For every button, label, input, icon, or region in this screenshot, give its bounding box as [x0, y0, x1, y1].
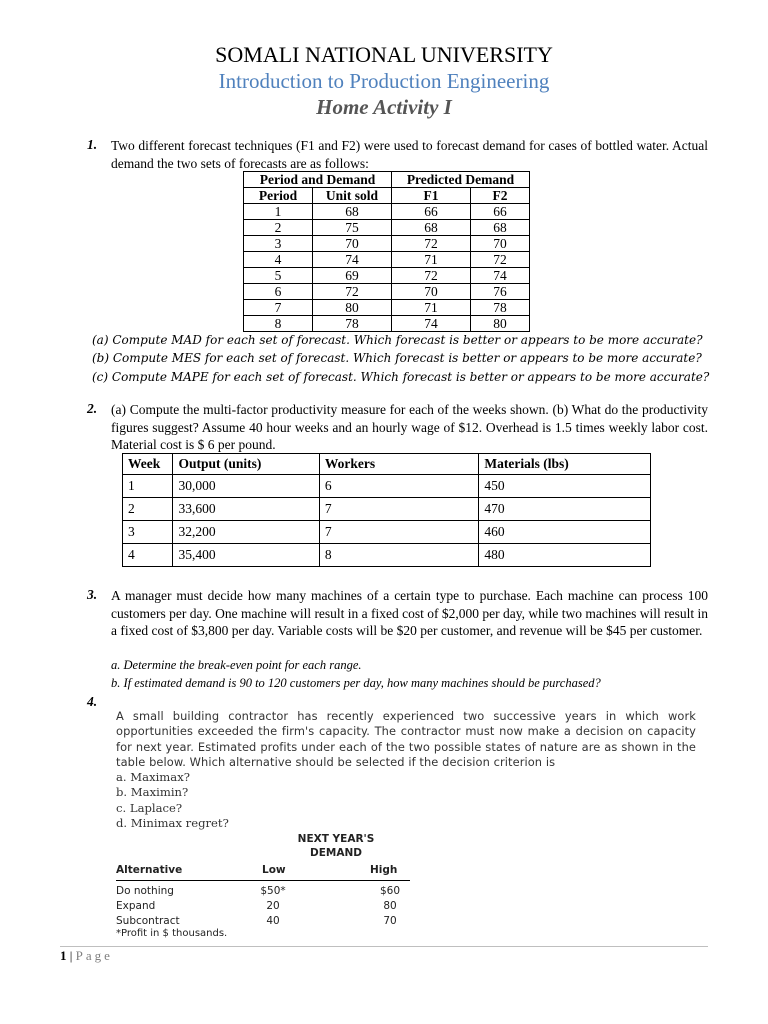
cell: 72: [313, 284, 392, 300]
col-header-alternative: Alternative: [116, 864, 183, 876]
cell: 78: [313, 316, 392, 332]
cell: 2: [244, 220, 313, 236]
q3-text: A manager must decide how many machines of a certain type to purchase. Each machine can process 100 customers per day. One machine will result in a fixed cost of $2,000 per day, while two machines will result in a fixed cost of $3,800 per day. Variable costs will be $20 per customer, and revenue will be $45 per customer.: [111, 588, 708, 638]
table-row: [123, 521, 651, 544]
demand-header: [281, 832, 391, 860]
cell: 71: [392, 300, 471, 316]
table-row: [123, 475, 651, 498]
page-footer: [60, 948, 113, 964]
q2-text: (a) Compute the multi-factor productivity measure for each of the weeks shown. (b) What do the productivity figures suggest? Assume 40 hour weeks and an hourly wage of $12. Overhead is 1.5 times weekly labor cost. Material cost is $ 6 per pound.: [111, 402, 708, 452]
q4-option-a: a. Maximax?: [116, 770, 190, 785]
cell: 74: [313, 252, 392, 268]
q4-option-c: c. Laplace?: [116, 800, 183, 815]
col-header: Unit sold: [313, 188, 392, 204]
q1-number: 1.: [87, 137, 98, 152]
productivity-table: [122, 453, 651, 567]
col-header: Week: [123, 454, 173, 475]
cell: 72: [471, 252, 530, 268]
q4-content: [116, 709, 708, 831]
cell: 75: [313, 220, 392, 236]
table-row: [123, 544, 651, 567]
col-header: Materials (lbs): [479, 454, 651, 475]
cell-high: $60: [380, 885, 401, 897]
q3-sub-b: b. If estimated demand is 90 to 120 customers per day, how many machines should be purchased?: [111, 676, 601, 690]
cell: 70: [392, 284, 471, 300]
cell: 68: [392, 220, 471, 236]
cell: 70: [313, 236, 392, 252]
cell: 72: [392, 268, 471, 284]
page-number: 1: [60, 948, 67, 963]
cell: 470: [479, 498, 651, 521]
group-header-period-demand: Period and Demand: [244, 172, 392, 188]
cell: 74: [392, 316, 471, 332]
table-row: [244, 268, 530, 284]
q4-number: 4.: [87, 694, 98, 709]
cell: 80: [471, 316, 530, 332]
cell: 4: [244, 252, 313, 268]
cell: 2: [123, 498, 173, 521]
q1-sub-b: (b) Compute MES for each set of forecast. Which forecast is better or appears to be more accurate?: [92, 351, 702, 365]
cell: 1: [244, 204, 313, 220]
q2-number: 2.: [87, 401, 98, 416]
profit-footnote: *Profit in $ thousands.: [116, 928, 228, 939]
col-header: Output (units): [173, 454, 319, 475]
group-header-predicted-demand: Predicted Demand: [392, 172, 530, 188]
cell: 7: [319, 521, 479, 544]
cell: 70: [471, 236, 530, 252]
university-title: SOMALI NATIONAL UNIVERSITY: [215, 42, 553, 67]
col-header-high: High: [370, 864, 398, 876]
cell: 4: [123, 544, 173, 567]
col-header: F2: [471, 188, 530, 204]
table-row: [116, 885, 410, 900]
q4-text: A small building contractor has recently experienced two successive years in which work opportunities exceeded the firm's capacity. The contractor must now make a decision on capacity for next year. Estimated profits under each of the two possible states of nature are as shown in the table below. Which alternative should be selected if the decision criterion is: [116, 709, 696, 769]
cell: 78: [471, 300, 530, 316]
cell-low: 40: [266, 915, 280, 927]
q4-options: [116, 770, 708, 831]
footer-rule: [60, 946, 708, 947]
demand-header-line1: NEXT YEAR'S: [297, 833, 375, 845]
cell: 3: [244, 236, 313, 252]
cell-low: 20: [266, 900, 280, 912]
cell: 32,200: [173, 521, 319, 544]
cell-alternative: Subcontract: [116, 915, 180, 927]
cell: 6: [244, 284, 313, 300]
col-header: Workers: [319, 454, 479, 475]
col-header-low: Low: [262, 864, 286, 876]
cell: 30,000: [173, 475, 319, 498]
cell: 450: [479, 475, 651, 498]
cell: 74: [471, 268, 530, 284]
q1-sub-c: (c) Compute MAPE for each set of forecast. Which forecast is better or appears to be more accurate?: [92, 370, 710, 384]
cell: 76: [471, 284, 530, 300]
cell: 72: [392, 236, 471, 252]
table-row: [244, 316, 530, 332]
cell-low: $50*: [260, 885, 286, 897]
cell: 6: [319, 475, 479, 498]
table-row: [244, 300, 530, 316]
forecast-table: [243, 171, 530, 332]
q1-sub-a: (a) Compute MAD for each set of forecast. Which forecast is better or appears to be more accurate?: [92, 333, 703, 347]
cell: 460: [479, 521, 651, 544]
decision-col-headers: [116, 863, 410, 881]
cell: 80: [313, 300, 392, 316]
course-title: Introduction to Production Engineering: [218, 69, 550, 93]
cell: 8: [244, 316, 313, 332]
table-row: [123, 498, 651, 521]
cell-high: 80: [383, 900, 397, 912]
cell-high: 70: [383, 915, 397, 927]
table-row: [244, 236, 530, 252]
q3-sub-a: a. Determine the break-even point for each range.: [111, 658, 362, 672]
cell: 7: [319, 498, 479, 521]
cell: 66: [471, 204, 530, 220]
page-separator: |: [66, 948, 76, 963]
cell: 33,600: [173, 498, 319, 521]
cell: 35,400: [173, 544, 319, 567]
table-row: [244, 252, 530, 268]
cell: 66: [392, 204, 471, 220]
cell-alternative: Do nothing: [116, 885, 174, 897]
cell: 1: [123, 475, 173, 498]
table-row: [244, 220, 530, 236]
q1-text: Two different forecast techniques (F1 and F2) were used to forecast demand for cases of bottled water. Actual demand the two sets of forecasts are as follows:: [111, 138, 708, 171]
page-word: Page: [75, 948, 113, 963]
cell: 8: [319, 544, 479, 567]
q4-option-b: b. Maximin?: [116, 785, 189, 800]
demand-header-line2: DEMAND: [310, 847, 362, 859]
col-header: Period: [244, 188, 313, 204]
q3-number: 3.: [87, 587, 98, 602]
col-header: F1: [392, 188, 471, 204]
cell-alternative: Expand: [116, 900, 156, 912]
cell: 71: [392, 252, 471, 268]
cell: 69: [313, 268, 392, 284]
cell: 68: [471, 220, 530, 236]
cell: 7: [244, 300, 313, 316]
cell: 68: [313, 204, 392, 220]
table-row: [116, 900, 410, 915]
activity-title: Home Activity I: [316, 95, 452, 119]
table-row: [244, 204, 530, 220]
q4-option-d: d. Minimax regret?: [116, 815, 229, 830]
cell: 3: [123, 521, 173, 544]
cell: 480: [479, 544, 651, 567]
cell: 5: [244, 268, 313, 284]
table-row: [244, 284, 530, 300]
